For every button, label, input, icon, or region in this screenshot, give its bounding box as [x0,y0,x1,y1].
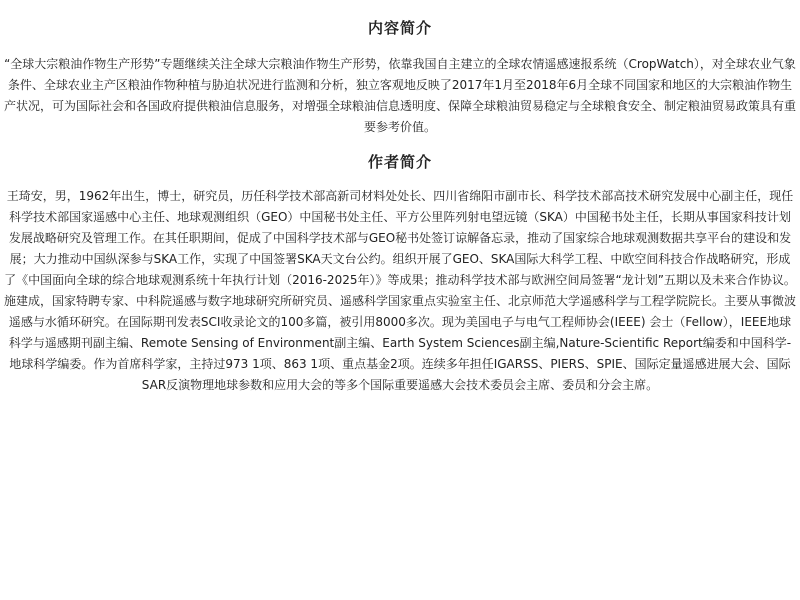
author-bio-wang: 王琦安，男，1962年出生，博士，研究员，历任科学技术部高新司材料处处长、四川省绵阳市副市长、科学技术部高技术研究发展中心副主任，现任科学技术部国家遥感中心主任、地球观测组织（GEO）中国秘书处主任、平方公里阵列射电望远镜（SKA）中国秘书处主任，长期从事国家科技计划发展战略研究及管理工作。在其任职期间，促成了中国科学技术部与GEO秘书处签订谅解备忘录，推动了国家综合地球观测数据共享平台的建设和发展；大力推动中国纵深参与SKA工作，实现了中国签署SKA天文台公约。组织开展了GEO、SKA国际大科学工程、中欧空间科技合作战略研究，形成了《中国面向全球的综合地球观测系统十年执行计划（2016-2025年）》等成果；推动科学技术部与欧洲空间局签署“龙计划”五期以及未来合作协议。 [4,189,796,287]
author-bio-shi: 施建成，国家特聘专家、中科院遥感与数字地球研究所研究员、遥感科学国家重点实验室主任、北京师范大学遥感科学与工程学院院长。主要从事微波遥感与水循环研究。在国际期刊发表SCI收录论文的100多篇，被引用8000多次。现为美国电子与电气工程师协会(IEEE) 会士（Fellow），IEEE地球科学与遥感期刊副主编、Remote Sensing of Environment副主编、Earth System Sciences副主编,Nature-Scientific Report编委和中国科学-地球科学编委。作为首席科学家，主持过973 1项、863 1项、重点基金2项。连续多年担任IGARSS、PIERS、SPIE、国际定量遥感进展大会、国际SAR反演物理地球参数和应用大会的等多个国际重要遥感大会技术委员会主席、委员和分会主席。 [4,294,797,392]
authors-heading: 作者简介 [367,153,432,171]
intro-heading: 内容简介 [367,19,432,37]
intro-paragraph: “全球大宗粮油作物生产形势”专题继续关注全球大宗粮油作物生产形势，依靠我国自主建立的全球农情遥感速报系统（CropWatch），对全球农业气象条件、全球农业主产区粮油作物种植与胁迫状况进行监测和分析，独立客观地反映了2017年1月至2018年6月全球不同国家和地区的大宗粮油作物生产状况，可为国际社会和各国政府提供粮油信息服务，对增强全球粮油信息透明度、保障全球粮油贸易稳定与全球粮食安全、制定粮油贸易政策具有重要参考价值。 [4,57,797,134]
